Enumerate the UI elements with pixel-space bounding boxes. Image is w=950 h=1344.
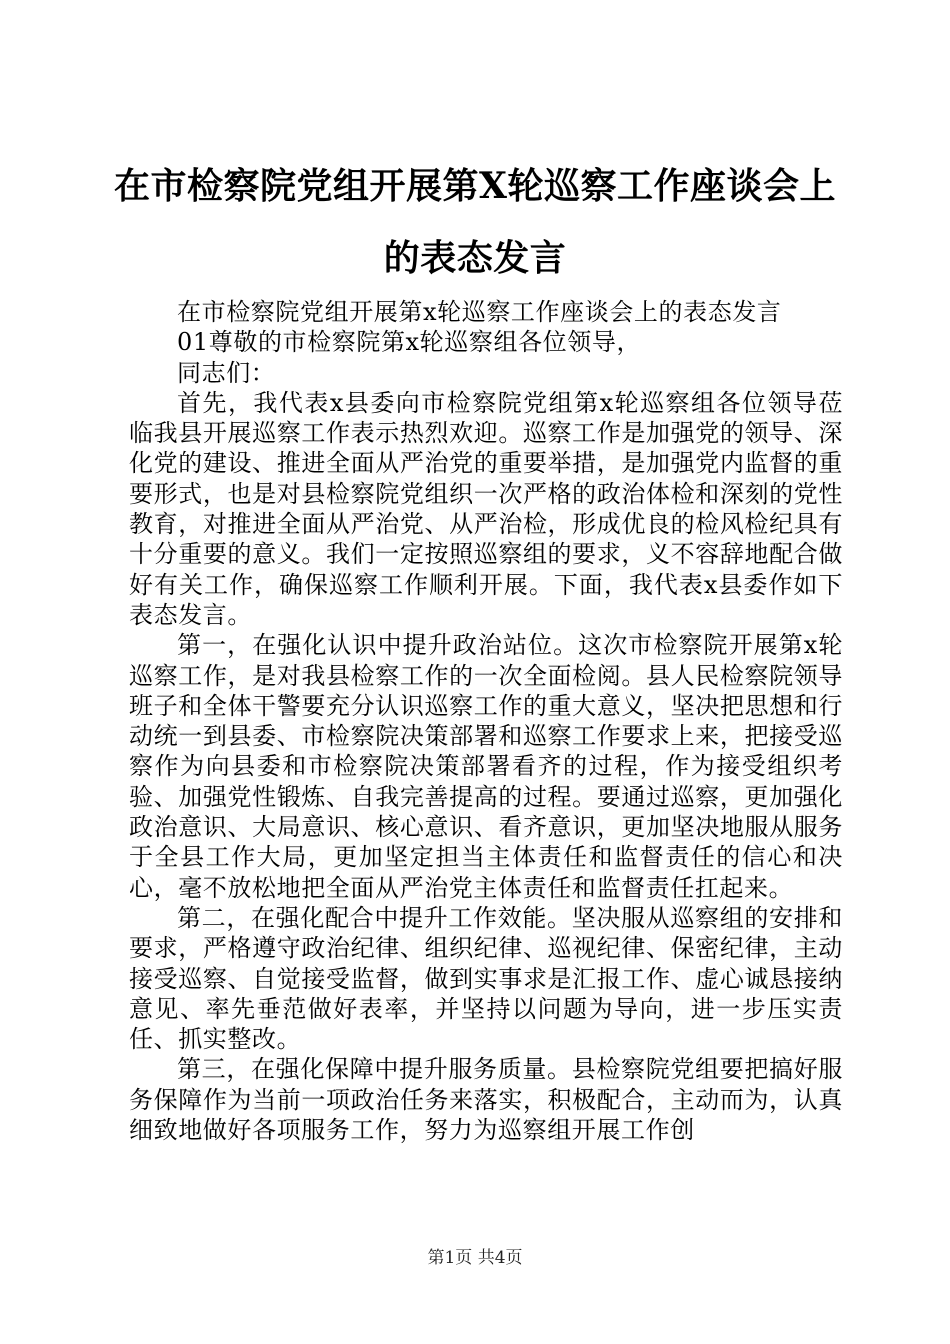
- paragraph-point-3: 第三，在强化保障中提升服务质量。县检察院党组要把搞好服务保障作为当前一项政治任务来落实，积极配合，主动而为，认真细致地做好各项服务工作，努力为巡察组开展工作创: [129, 1055, 843, 1145]
- page-footer: 第1页 共4页: [427, 1248, 523, 1268]
- paragraph-point-2: 第二，在强化配合中提升工作效能。坚决服从巡察组的安排和要求，严格遵守政治纪律、组织纪律、巡视纪律、保密纪律，主动接受巡察、自觉接受监督，做到实事求是汇报工作、虚心诚恳接纳意见、率先垂范做好表率，并坚持以问题为导向，进一步压实责任、抓实整改。: [129, 903, 843, 1054]
- document-title: 在市检察院党组开展第X轮巡察工作座谈会上的表态发言: [114, 165, 836, 279]
- paragraph-salutation: 01尊敬的市检察院第x轮巡察组各位领导，: [177, 328, 642, 357]
- paragraph-point-1: 第一，在强化认识中提升政治站位。这次市检察院开展第x轮巡察工作，是对我县检察工作的一次全面检阅。县人民检察院领导班子和全体干警要充分认识巡察工作的重大意义，坚决把思想和行动统一到县委、市检察院决策部署和巡察工作要求上来，把接受巡察作为向县委和市检察院决策部署看齐的过程，作为接受组织考验、加强党性锻炼、自我完善提高的过程。要通过巡察，更加强化政治意识、大局意识、核心意识、看齐意识，更加坚决地服从服务于全县工作大局，更加坚定担当主体责任和监督责任的信心和决心，毫不放松地把全面从严治党主体责任和监督责任扛起来。: [129, 631, 843, 902]
- paragraph-subtitle: 在市检察院党组开展第x轮巡察工作座谈会上的表态发言: [177, 298, 782, 326]
- paragraph-intro: 首先，我代表x县委向市检察院党组第x轮巡察组各位领导莅临我县开展巡察工作表示热烈欢迎。巡察工作是加强党的领导、深化党的建设、推进全面从严治党的重要举措，是加强党内监督的重要形式，也是对县检察院党组织一次严格的政治体检和深刻的党性教育，对推进全面从严治党、从严治检，形成优良的检风检纪具有十分重要的意义。我们一定按照巡察组的要求，义不容辞地配合做好有关工作，确保巡察工作顺利开展。下面，我代表x县委作如下表态发言。: [129, 388, 843, 629]
- document-body: [129, 297, 843, 1145]
- paragraph-greeting: 同志们：: [177, 358, 276, 387]
